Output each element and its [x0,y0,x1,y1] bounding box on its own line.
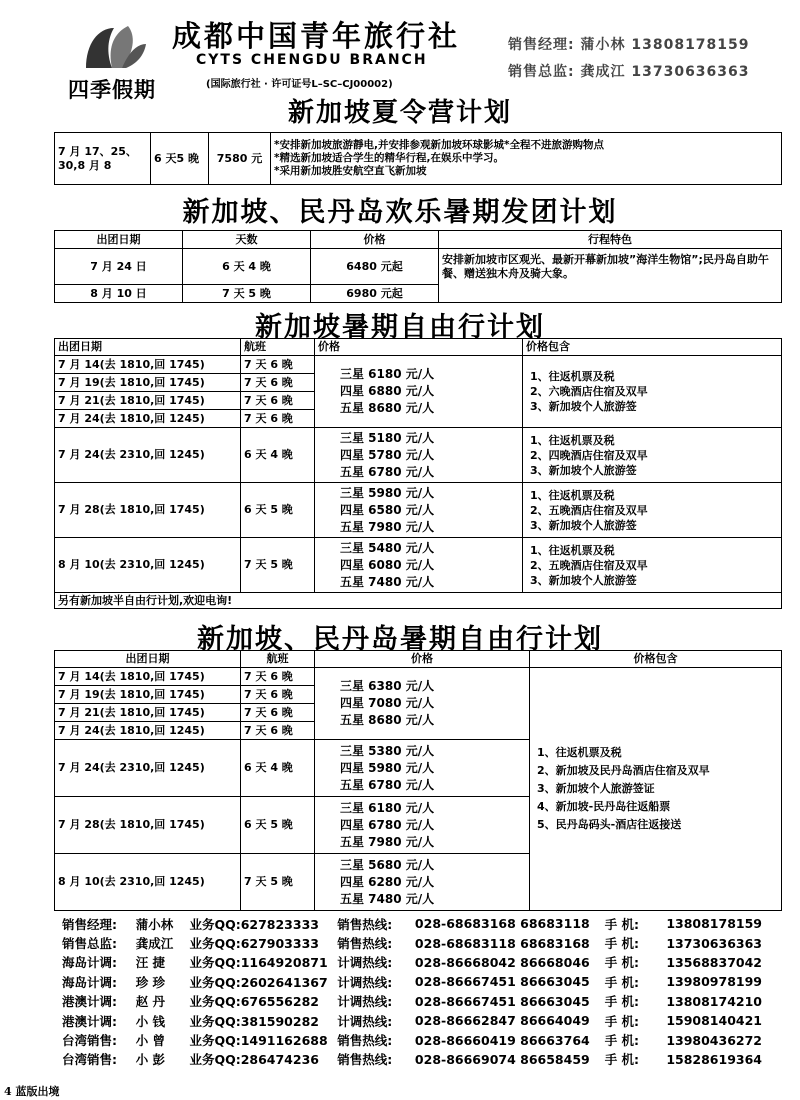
sg-header-flight: 航班 [241,339,315,356]
camp-dates: 7 月 17、25、30,8 月 8 [55,133,151,185]
camp-days: 6 天5 晚 [151,133,209,185]
sgb-flight: 7 天 5 晚 [241,854,315,911]
sgb-flight: 7 天 6 晚 [241,668,315,686]
sg-date: 7 月 19(去 1810,回 1745) [55,374,241,392]
sg-includes: 1、往返机票及税 2、四晚酒店住宿及双早 3、新加坡个人旅游签 [523,428,782,483]
sgb-flight: 6 天 4 晚 [241,740,315,797]
sgb-prices: 三星 5380 元/人 四星 5980 元/人 五星 6780 元/人 [315,740,530,797]
group-header-price: 价格 [311,231,439,249]
group-date: 8 月 10 日 [55,285,183,303]
sg-date: 7 月 14(去 1810,回 1745) [55,356,241,374]
sg-includes: 1、往返机票及税 2、五晚酒店住宿及双早 3、新加坡个人旅游签 [523,483,782,538]
camp-price: 7580 元 [209,133,271,185]
sg-flight: 7 天 6 晚 [241,356,315,374]
sgb-header-price: 价格 [315,651,530,668]
sg-date: 7 月 24(去 2310,回 1245) [55,428,241,483]
sg-includes: 1、往返机票及税 2、六晚酒店住宿及双早 3、新加坡个人旅游签 [523,356,782,428]
sg-date: 7 月 28(去 1810,回 1745) [55,483,241,538]
org-english-name: CYTS CHENGDU BRANCH [196,52,428,68]
sg-free-title: 新加坡暑期自由行计划 [255,312,545,343]
logo-text: 四季假期 [68,78,156,102]
sgb-prices: 三星 5680 元/人 四星 6280 元/人 五星 7480 元/人 [315,854,530,911]
sgb-date: 8 月 10(去 2310,回 1245) [55,854,241,911]
group-feature: 安排新加坡市区观光、最新开幕新加坡”海洋生物馆”;民丹岛自助午餐、赠送独木舟及骑大象。 [439,249,782,303]
header-contact-manager: 销售经理: 蒲小林 13808178159 [508,37,750,53]
group-header-date: 出团日期 [55,231,183,249]
staff-row: 销售经理: 蒲小林 业务QQ:627823333 销售热线: 028-68683168 68683118 手 机: 13808178159 [62,916,762,932]
sg-date: 7 月 21(去 1810,回 1745) [55,392,241,410]
sgb-header-flight: 航班 [241,651,315,668]
sg-includes: 1、往返机票及税 2、五晚酒店住宿及双早 3、新加坡个人旅游签 [523,538,782,593]
sg-date: 8 月 10(去 2310,回 1245) [55,538,241,593]
sgb-flight: 7 天 6 晚 [241,722,315,740]
group-header-days: 天数 [183,231,311,249]
group-tour-table [54,230,782,303]
sg-prices: 三星 5180 元/人 四星 5780 元/人 五星 6780 元/人 [315,428,523,483]
group-days: 7 天 5 晚 [183,285,311,303]
sg-flight: 6 天 5 晚 [241,483,315,538]
sgb-prices: 三星 6180 元/人 四星 6780 元/人 五星 7980 元/人 [315,797,530,854]
sgb-date: 7 月 24(去 2310,回 1245) [55,740,241,797]
sgb-prices: 三星 6380 元/人 四星 7080 元/人 五星 8680 元/人 [315,668,530,740]
sgb-flight: 6 天 5 晚 [241,797,315,854]
sg-flight: 7 天 6 晚 [241,410,315,428]
sg-prices: 三星 5480 元/人 四星 6080 元/人 五星 7480 元/人 [315,538,523,593]
sgb-date: 7 月 28(去 1810,回 1745) [55,797,241,854]
sgb-flight: 7 天 6 晚 [241,704,315,722]
sgb-includes: 1、往返机票及税 2、新加坡及民丹岛酒店住宿及双早 3、新加坡个人旅游签证 4、新加坡-民丹岛往返船票 5、民丹岛码头-酒店往返接送 [530,668,782,911]
sg-flight: 6 天 4 晚 [241,428,315,483]
group-price: 6980 元起 [311,285,439,303]
sg-flight: 7 天 6 晚 [241,374,315,392]
org-name: 成都中国青年旅行社 [172,19,461,53]
sg-prices: 三星 5980 元/人 四星 6580 元/人 五星 7980 元/人 [315,483,523,538]
sgb-date: 7 月 21(去 1810,回 1745) [55,704,241,722]
sg-prices: 三星 6180 元/人 四星 6880 元/人 五星 8680 元/人 [315,356,523,428]
group-days: 6 天 4 晚 [183,249,311,285]
sg-flight: 7 天 5 晚 [241,538,315,593]
group-date: 7 月 24 日 [55,249,183,285]
sg-free-table [54,338,782,609]
sgb-header-includes: 价格包含 [530,651,782,668]
sgb-date: 7 月 19(去 1810,回 1745) [55,686,241,704]
page-footer: 4 蓝版出境 [4,1085,60,1098]
sg-bintan-free-title: 新加坡、民丹岛暑期自由行计划 [197,624,603,655]
company-logo-icon [78,18,148,70]
staff-row: 台湾销售: 小 曾 业务QQ:1491162688 销售热线: 028-86660419 86663764 手 机: 13980436272 [62,1032,762,1049]
header-contact-director: 销售总监: 龚成江 13730636363 [508,64,750,80]
sgb-header-date: 出团日期 [55,651,241,668]
group-tour-title: 新加坡、民丹岛欢乐暑期发团计划 [182,197,618,228]
staff-row: 海岛计调: 珍 珍 业务QQ:2602641367 计调热线: 028-86667451 86663045 手 机: 13980978199 [62,974,762,990]
sg-free-note: 另有新加坡半自由行计划,欢迎电询! [55,593,782,609]
license-number: (国际旅行社 · 许可证号L–SC–CJ00002) [206,79,393,90]
sg-header-date: 出团日期 [55,339,241,356]
staff-row: 海岛计调: 汪 捷 业务QQ:1164920871 计调热线: 028-86668042 86668046 手 机: 13568837042 [62,954,762,971]
sg-flight: 7 天 6 晚 [241,392,315,410]
staff-row: 销售总监: 龚成江 业务QQ:627903333 销售热线: 028-68683118 68683168 手 机: 13730636363 [62,935,762,952]
group-price: 6480 元起 [311,249,439,285]
staff-row: 港澳计调: 小 钱 业务QQ:381590282 计调热线: 028-86662847 86664049 手 机: 15908140421 [62,1013,762,1029]
staff-contact-list [62,914,762,1069]
summer-camp-title: 新加坡夏令营计划 [287,98,512,128]
staff-row: 港澳计调: 赵 丹 业务QQ:676556282 计调热线: 028-86667451 86663045 手 机: 13808174210 [62,993,762,1010]
staff-row: 台湾销售: 小 彭 业务QQ:286474236 销售热线: 028-86669074 86658459 手 机: 15828619364 [62,1051,762,1068]
sg-bintan-free-table [54,650,782,911]
sgb-date: 7 月 24(去 1810,回 1245) [55,722,241,740]
camp-features: *安排新加坡旅游靜电,并安排参观新加坡环球影城*全程不进旅游购物点 *精选新加坡适合学生的精华行程,在娱乐中学习。 *采用新加坡胜安航空直飞新加坡 [271,133,782,185]
sgb-date: 7 月 14(去 1810,回 1745) [55,668,241,686]
sgb-flight: 7 天 6 晚 [241,686,315,704]
summer-camp-table [54,132,782,185]
sg-header-price: 价格 [315,339,523,356]
group-header-feature: 行程特色 [439,231,782,249]
sg-header-includes: 价格包含 [523,339,782,356]
sg-date: 7 月 24(去 1810,回 1245) [55,410,241,428]
